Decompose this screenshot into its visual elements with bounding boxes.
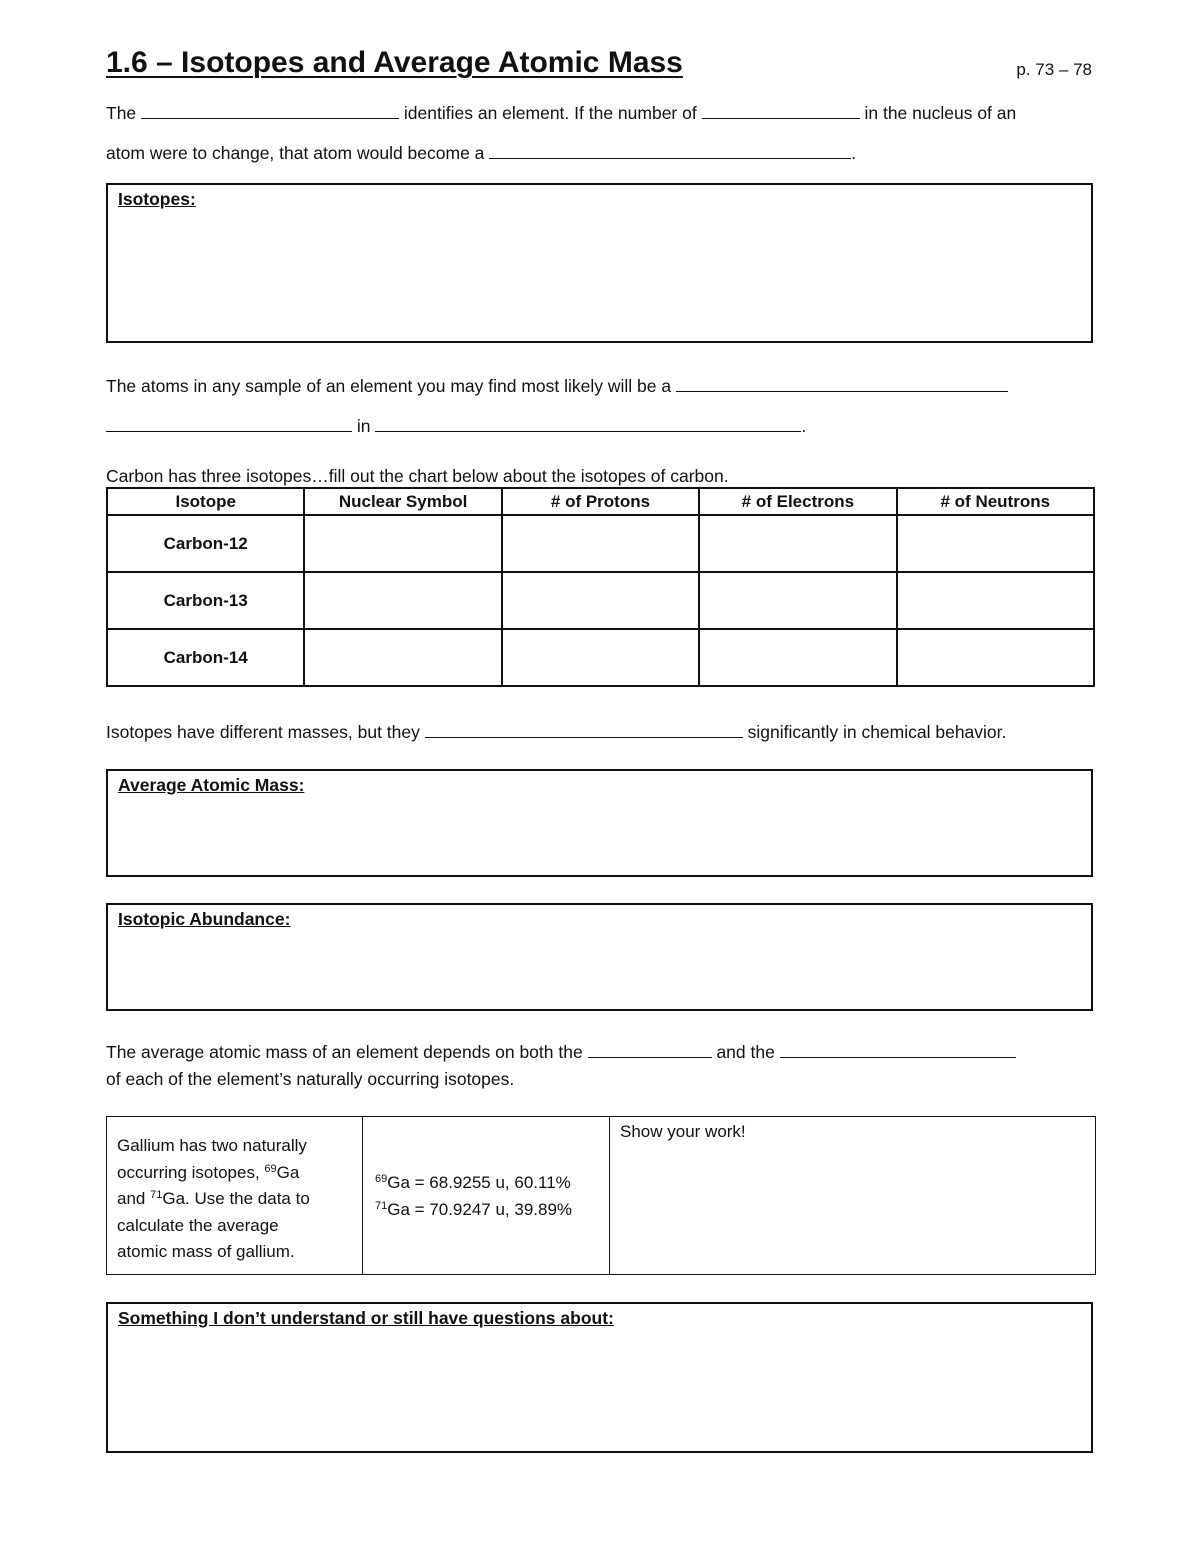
isotopes-box[interactable] bbox=[106, 183, 1093, 343]
page-title: 1.6 – Isotopes and Average Atomic Mass bbox=[106, 46, 683, 79]
intro-line-2 bbox=[106, 141, 1096, 164]
ga71-data bbox=[375, 1196, 597, 1223]
intro-line-1 bbox=[106, 101, 1096, 124]
cell-c13-protons[interactable] bbox=[502, 572, 699, 629]
gallium-row bbox=[107, 1117, 1096, 1275]
ga-symbol: Ga bbox=[276, 1162, 300, 1182]
behavior-line bbox=[106, 720, 1096, 743]
cell-c13-neutrons[interactable] bbox=[897, 572, 1094, 629]
isotopic-abundance-box[interactable] bbox=[106, 903, 1093, 1011]
depends-line-1 bbox=[106, 1040, 1096, 1063]
work-area-cell[interactable] bbox=[610, 1117, 1096, 1275]
gallium-q-line-5: atomic mass of gallium. bbox=[117, 1242, 295, 1261]
table-row bbox=[107, 572, 1094, 629]
blank-abundance[interactable] bbox=[780, 1040, 1016, 1058]
sample-period: . bbox=[801, 416, 807, 436]
ga71-data-superscript: 71 bbox=[375, 1199, 388, 1212]
gallium-data-cell bbox=[363, 1117, 610, 1275]
gallium-q-line-3 bbox=[117, 1186, 352, 1213]
work-label: Show your work! bbox=[620, 1122, 746, 1141]
row-label-carbon-14: Carbon-14 bbox=[107, 629, 304, 686]
gallium-q-line-2 bbox=[117, 1160, 352, 1187]
table-row bbox=[107, 629, 1094, 686]
behavior-text-1: Isotopes have different masses, but they bbox=[106, 722, 420, 742]
average-atomic-mass-label: Average Atomic Mass: bbox=[118, 775, 305, 795]
sample-line-2 bbox=[106, 414, 1096, 437]
blank-most-likely[interactable] bbox=[676, 374, 1008, 392]
cell-c14-symbol[interactable] bbox=[304, 629, 501, 686]
intro-text-3: in the nucleus of an bbox=[864, 103, 1017, 123]
questions-label: Something I don’t understand or still have questions about: bbox=[118, 1308, 614, 1328]
cell-c13-electrons[interactable] bbox=[699, 572, 896, 629]
sample-text-1: The atoms in any sample of an element you may find most likely will be a bbox=[106, 376, 672, 396]
blank-identifies[interactable] bbox=[141, 101, 399, 119]
carbon-isotope-table bbox=[106, 487, 1095, 687]
blank-proportions[interactable] bbox=[375, 414, 801, 432]
blank-number-of[interactable] bbox=[702, 101, 860, 119]
questions-box[interactable] bbox=[106, 1302, 1093, 1453]
header-isotope: Isotope bbox=[107, 488, 304, 515]
intro-text-4: atom were to change, that atom would become a bbox=[106, 143, 485, 163]
behavior-text-2: significantly in chemical behavior. bbox=[747, 722, 1007, 742]
chart-intro: Carbon has three isotopes…fill out the chart below about the isotopes of carbon. bbox=[106, 466, 729, 486]
average-atomic-mass-box[interactable] bbox=[106, 769, 1093, 877]
page-range: p. 73 – 78 bbox=[1016, 60, 1092, 79]
ga69-data-superscript: 69 bbox=[375, 1172, 388, 1185]
gallium-question-cell bbox=[107, 1117, 363, 1275]
header-electrons: # of Electrons bbox=[699, 488, 896, 515]
blank-mixture[interactable] bbox=[106, 414, 352, 432]
ga69-superscript: 69 bbox=[264, 1162, 277, 1175]
depends-text-2: and the bbox=[716, 1042, 775, 1062]
cell-c12-symbol[interactable] bbox=[304, 515, 501, 572]
cell-c12-electrons[interactable] bbox=[699, 515, 896, 572]
row-label-carbon-13: Carbon-13 bbox=[107, 572, 304, 629]
cell-c14-neutrons[interactable] bbox=[897, 629, 1094, 686]
ga69-data bbox=[375, 1169, 597, 1196]
gallium-problem-table bbox=[106, 1116, 1096, 1275]
ga71-data-text: Ga = 70.9247 u, 39.89% bbox=[387, 1199, 573, 1219]
gallium-q-text: occurring isotopes, bbox=[117, 1162, 260, 1182]
intro-period: . bbox=[851, 143, 857, 163]
gallium-q-line-4: calculate the average bbox=[117, 1215, 279, 1235]
header-nuclear-symbol: Nuclear Symbol bbox=[304, 488, 501, 515]
cell-c14-electrons[interactable] bbox=[699, 629, 896, 686]
sample-line-1 bbox=[106, 374, 1096, 397]
cell-c13-symbol[interactable] bbox=[304, 572, 501, 629]
depends-text-1: The average atomic mass of an element depends on both the bbox=[106, 1042, 583, 1062]
cell-c12-neutrons[interactable] bbox=[897, 515, 1094, 572]
isotopes-label: Isotopes: bbox=[118, 189, 196, 209]
depends-line-2: of each of the element’s naturally occurring isotopes. bbox=[106, 1069, 515, 1089]
header-protons: # of Protons bbox=[502, 488, 699, 515]
blank-become-a[interactable] bbox=[489, 141, 851, 159]
blank-differ[interactable] bbox=[425, 720, 743, 738]
gallium-q-line-1: Gallium has two naturally bbox=[117, 1136, 307, 1155]
header-neutrons: # of Neutrons bbox=[897, 488, 1094, 515]
blank-mass[interactable] bbox=[588, 1040, 712, 1058]
gallium-q-text: Ga. Use the data to bbox=[162, 1189, 310, 1208]
ga69-data-text: Ga = 68.9255 u, 60.11% bbox=[387, 1172, 571, 1192]
table-row bbox=[107, 515, 1094, 572]
cell-c14-protons[interactable] bbox=[502, 629, 699, 686]
sample-text-in: in bbox=[356, 416, 371, 436]
intro-text-2: identifies an element. If the number of bbox=[403, 103, 697, 123]
ga71-superscript: 71 bbox=[150, 1189, 163, 1201]
intro-text-1: The bbox=[106, 103, 137, 123]
table-header-row bbox=[107, 488, 1094, 515]
cell-c12-protons[interactable] bbox=[502, 515, 699, 572]
row-label-carbon-12: Carbon-12 bbox=[107, 515, 304, 572]
gallium-q-and: and bbox=[117, 1189, 146, 1208]
isotopic-abundance-label: Isotopic Abundance: bbox=[118, 909, 291, 929]
